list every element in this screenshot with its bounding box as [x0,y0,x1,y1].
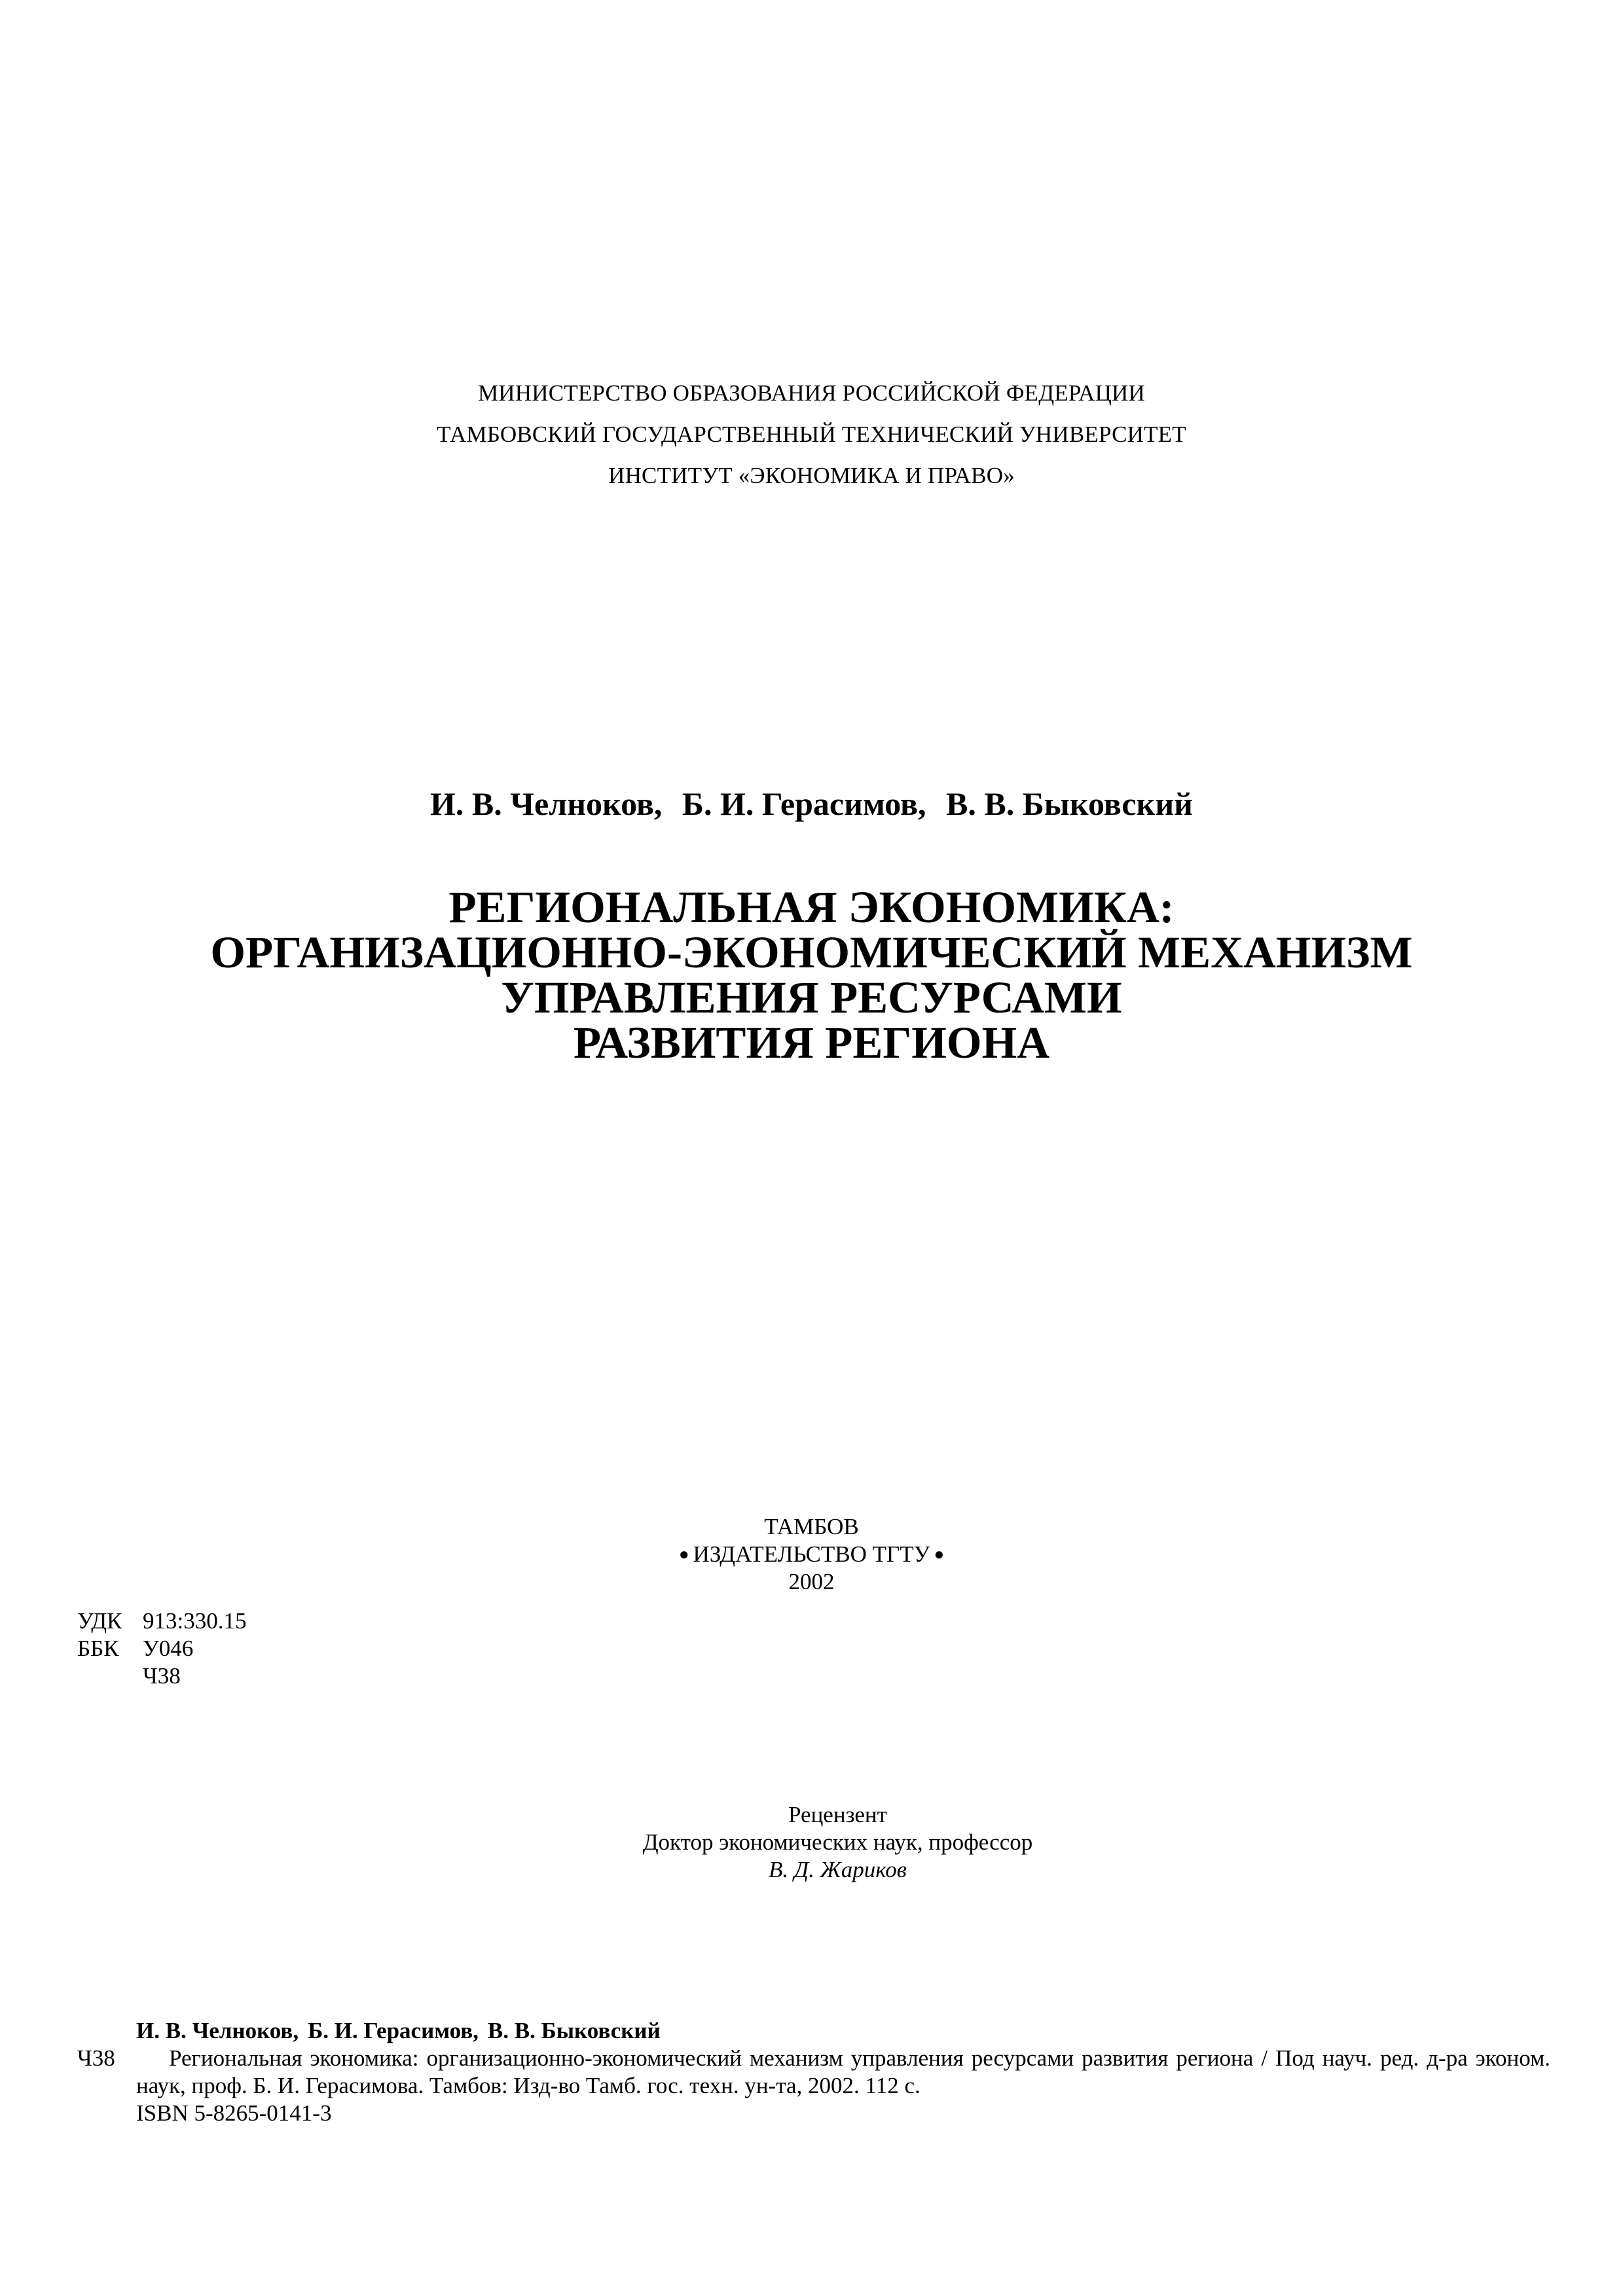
organization-header [0,381,1623,505]
bullet-icon: ● [678,1545,689,1564]
imprint [0,1513,1623,1596]
ministry-name: МИНИСТЕРСТВО ОБРАЗОВАНИЯ РОССИЙСКОЙ ФЕДЕРАЦИИ [477,380,1145,406]
title-line: ОРГАНИЗАЦИОННО-ЭКОНОМИЧЕСКИЙ МЕХАНИЗМ [210,927,1413,977]
bbk-value: У046 [143,1636,194,1661]
author-name: В. В. Быковский [946,785,1193,822]
imprint-publisher: ИЗДАТЕЛЬСТВО ТГТУ [693,1541,930,1567]
classification-codes [77,1607,246,1690]
authors-line [0,785,1623,822]
biblio-code: Ч38 [77,2045,115,2071]
bibliographic-record [77,2017,1550,2127]
reviewer-degree: Доктор экономических наук, профессор [642,1829,1033,1855]
title-line: РЕГИОНАЛЬНАЯ ЭКОНОМИКА: [448,882,1175,932]
author-name: Б. И. Герасимов, [682,785,926,822]
isbn: ISBN 5-8265-0141-3 [136,2100,332,2126]
udk-value: 913:330.15 [143,1608,247,1634]
author-mark-row [77,1662,246,1690]
reviewer-block [0,1801,1623,1884]
biblio-authors [77,2017,1550,2045]
reviewer-name: В. Д. Жариков [769,1857,907,1882]
university-name: ТАМБОВСКИЙ ГОСУДАРСТВЕННЫЙ ТЕХНИЧЕСКИЙ УНИВЕРСИТЕТ [437,422,1186,447]
bullet-icon: ● [934,1545,945,1564]
author-name: В. В. Быковский [487,2018,661,2043]
author-name: Б. И. Герасимов, [308,2018,479,2043]
author-mark: Ч38 [143,1663,181,1689]
author-name: И. В. Челноков, [430,785,663,822]
reviewer-label: Рецензент [788,1802,887,1827]
biblio-body [136,2045,1550,2127]
imprint-year: 2002 [788,1569,835,1594]
institute-name: ИНСТИТУТ «ЭКОНОМИКА И ПРАВО» [608,463,1015,488]
biblio-entry [77,2045,1550,2127]
imprint-city: ТАМБОВ [764,1514,859,1539]
book-title [0,882,1623,1067]
imprint-publisher-line [0,1541,1623,1568]
biblio-description: Региональная экономика: организационно-экономический механизм управления ресурсами развития региона / Под науч. ред. д-ра эконом. наук, проф. Б. И. Герасимова. Тамбов: Изд-во Тамб. гос. техн. ун-та, 2002. 112 с. [136,2045,1550,2098]
title-line: УПРАВЛЕНИЯ РЕСУРСАМИ [501,973,1122,1022]
bbk-label: ББК [77,1636,119,1661]
title-line: РАЗВИТИЯ РЕГИОНА [573,1018,1050,1067]
author-name: И. В. Челноков, [136,2018,299,2043]
udk-label: УДК [77,1608,122,1634]
udk-row [77,1607,246,1635]
bbk-row [77,1635,246,1662]
